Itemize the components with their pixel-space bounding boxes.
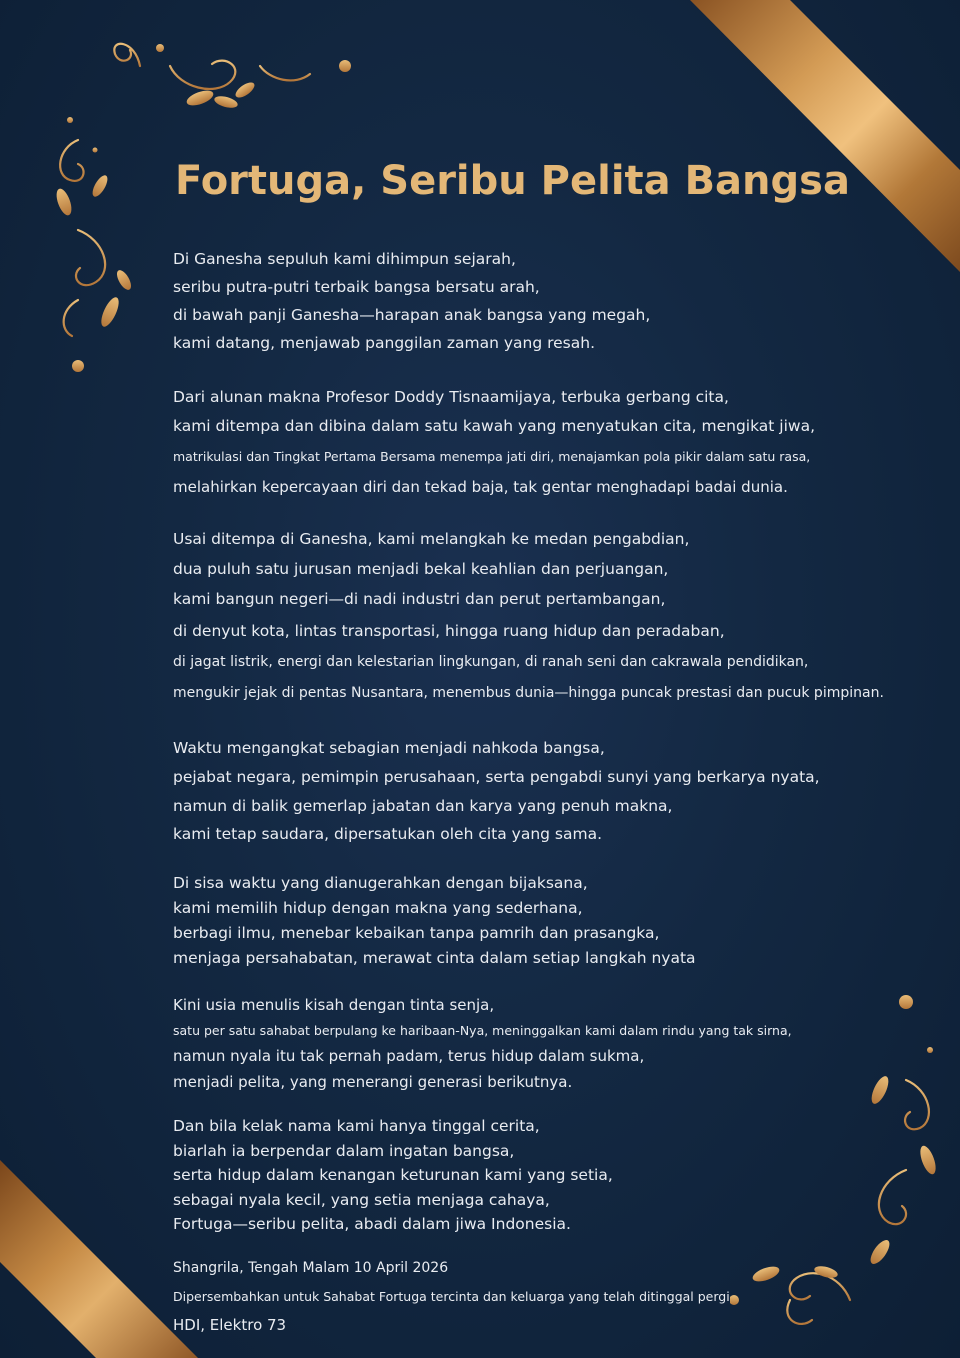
- poem-title: Fortuga, Seribu Pelita Bangsa: [175, 158, 850, 204]
- dedication: Dipersembahkan untuk Sahabat Fortuga tercinta dan keluarga yang telah ditinggal pergi: [173, 1289, 730, 1304]
- poem-line: sebagai nyala kecil, yang setia menjaga cahaya,: [173, 1191, 550, 1209]
- poem-line: di denyut kota, lintas transportasi, hingga ruang hidup dan peradaban,: [173, 622, 725, 640]
- poem-line: kami bangun negeri—di nadi industri dan perut pertambangan,: [173, 590, 666, 608]
- poem-line: kami tetap saudara, dipersatukan oleh cita yang sama.: [173, 825, 603, 843]
- poem-line: serta hidup dalam kenangan keturunan kami yang setia,: [173, 1166, 613, 1184]
- poem-line: Di sisa waktu yang dianugerahkan dengan bijaksana,: [173, 874, 588, 892]
- poem-line: biarlah ia berpendar dalam ingatan bangsa,: [173, 1142, 515, 1160]
- top-left-flourish-ornament: [40, 30, 370, 380]
- poem-line: matrikulasi dan Tingkat Pertama Bersama menempa jati diri, menajamkan pola pikir dalam satu rasa,: [173, 449, 811, 464]
- poem-line: seribu putra-putri terbaik bangsa bersatu arah,: [173, 278, 540, 296]
- place-date: Shangrila, Tengah Malam 10 April 2026: [173, 1260, 449, 1276]
- poem-line: namun di balik gemerlap jabatan dan karya yang penuh makna,: [173, 797, 673, 815]
- poem-line: dua puluh satu jurusan menjadi bekal keahlian dan perjuangan,: [173, 560, 669, 578]
- poem-line: namun nyala itu tak pernah padam, terus hidup dalam sukma,: [173, 1047, 645, 1065]
- poem-line: Dari alunan makna Profesor Doddy Tisnaamijaya, terbuka gerbang cita,: [173, 388, 729, 406]
- ribbon-top-right-shape: [690, 0, 960, 272]
- poem-line: di bawah panji Ganesha—harapan anak bangsa yang megah,: [173, 306, 651, 324]
- poem-line: berbagi ilmu, menebar kebaikan tanpa pamrih dan prasangka,: [173, 924, 660, 942]
- poem-line: satu per satu sahabat berpulang ke haribaan-Nya, meninggalkan kami dalam rindu yang tak sirna,: [173, 1023, 792, 1038]
- poem-line: menjadi pelita, yang menerangi generasi berikutnya.: [173, 1073, 573, 1091]
- poem-line: mengukir jejak di pentas Nusantara, menembus dunia—hingga puncak prestasi dan pucuk pimpinan.: [173, 685, 884, 701]
- poem-line: kami datang, menjawab panggilan zaman yang resah.: [173, 334, 596, 352]
- poem-line: Dan bila kelak nama kami hanya tinggal cerita,: [173, 1117, 540, 1135]
- poem-line: Waktu mengangkat sebagian menjadi nahkoda bangsa,: [173, 739, 605, 757]
- poem-line: Usai ditempa di Ganesha, kami melangkah ke medan pengabdian,: [173, 530, 690, 548]
- poem-line: Fortuga—seribu pelita, abadi dalam jiwa Indonesia.: [173, 1215, 571, 1233]
- poem-line: Kini usia menulis kisah dengan tinta senja,: [173, 996, 495, 1014]
- author: HDI, Elektro 73: [173, 1316, 287, 1334]
- poem-line: Di Ganesha sepuluh kami dihimpun sejarah,: [173, 250, 516, 268]
- ribbon-bottom-left-shape: [0, 1160, 198, 1358]
- poem-line: kami ditempa dan dibina dalam satu kawah yang menyatukan cita, mengikat jiwa,: [173, 417, 816, 435]
- poem-line: di jagat listrik, energi dan kelestarian lingkungan, di ranah seni dan cakrawala pendidikan,: [173, 654, 809, 670]
- poem-line: melahirkan kepercayaan diri dan tekad baja, tak gentar menghadapi badai dunia.: [173, 478, 788, 496]
- poem-line: pejabat negara, pemimpin perusahaan, serta pengabdi sunyi yang berkarya nyata,: [173, 768, 820, 786]
- bottom-right-flourish-ornament: [730, 990, 955, 1335]
- poem-line: kami memilih hidup dengan makna yang sederhana,: [173, 899, 583, 917]
- poem-line: menjaga persahabatan, merawat cinta dalam setiap langkah nyata: [173, 949, 696, 967]
